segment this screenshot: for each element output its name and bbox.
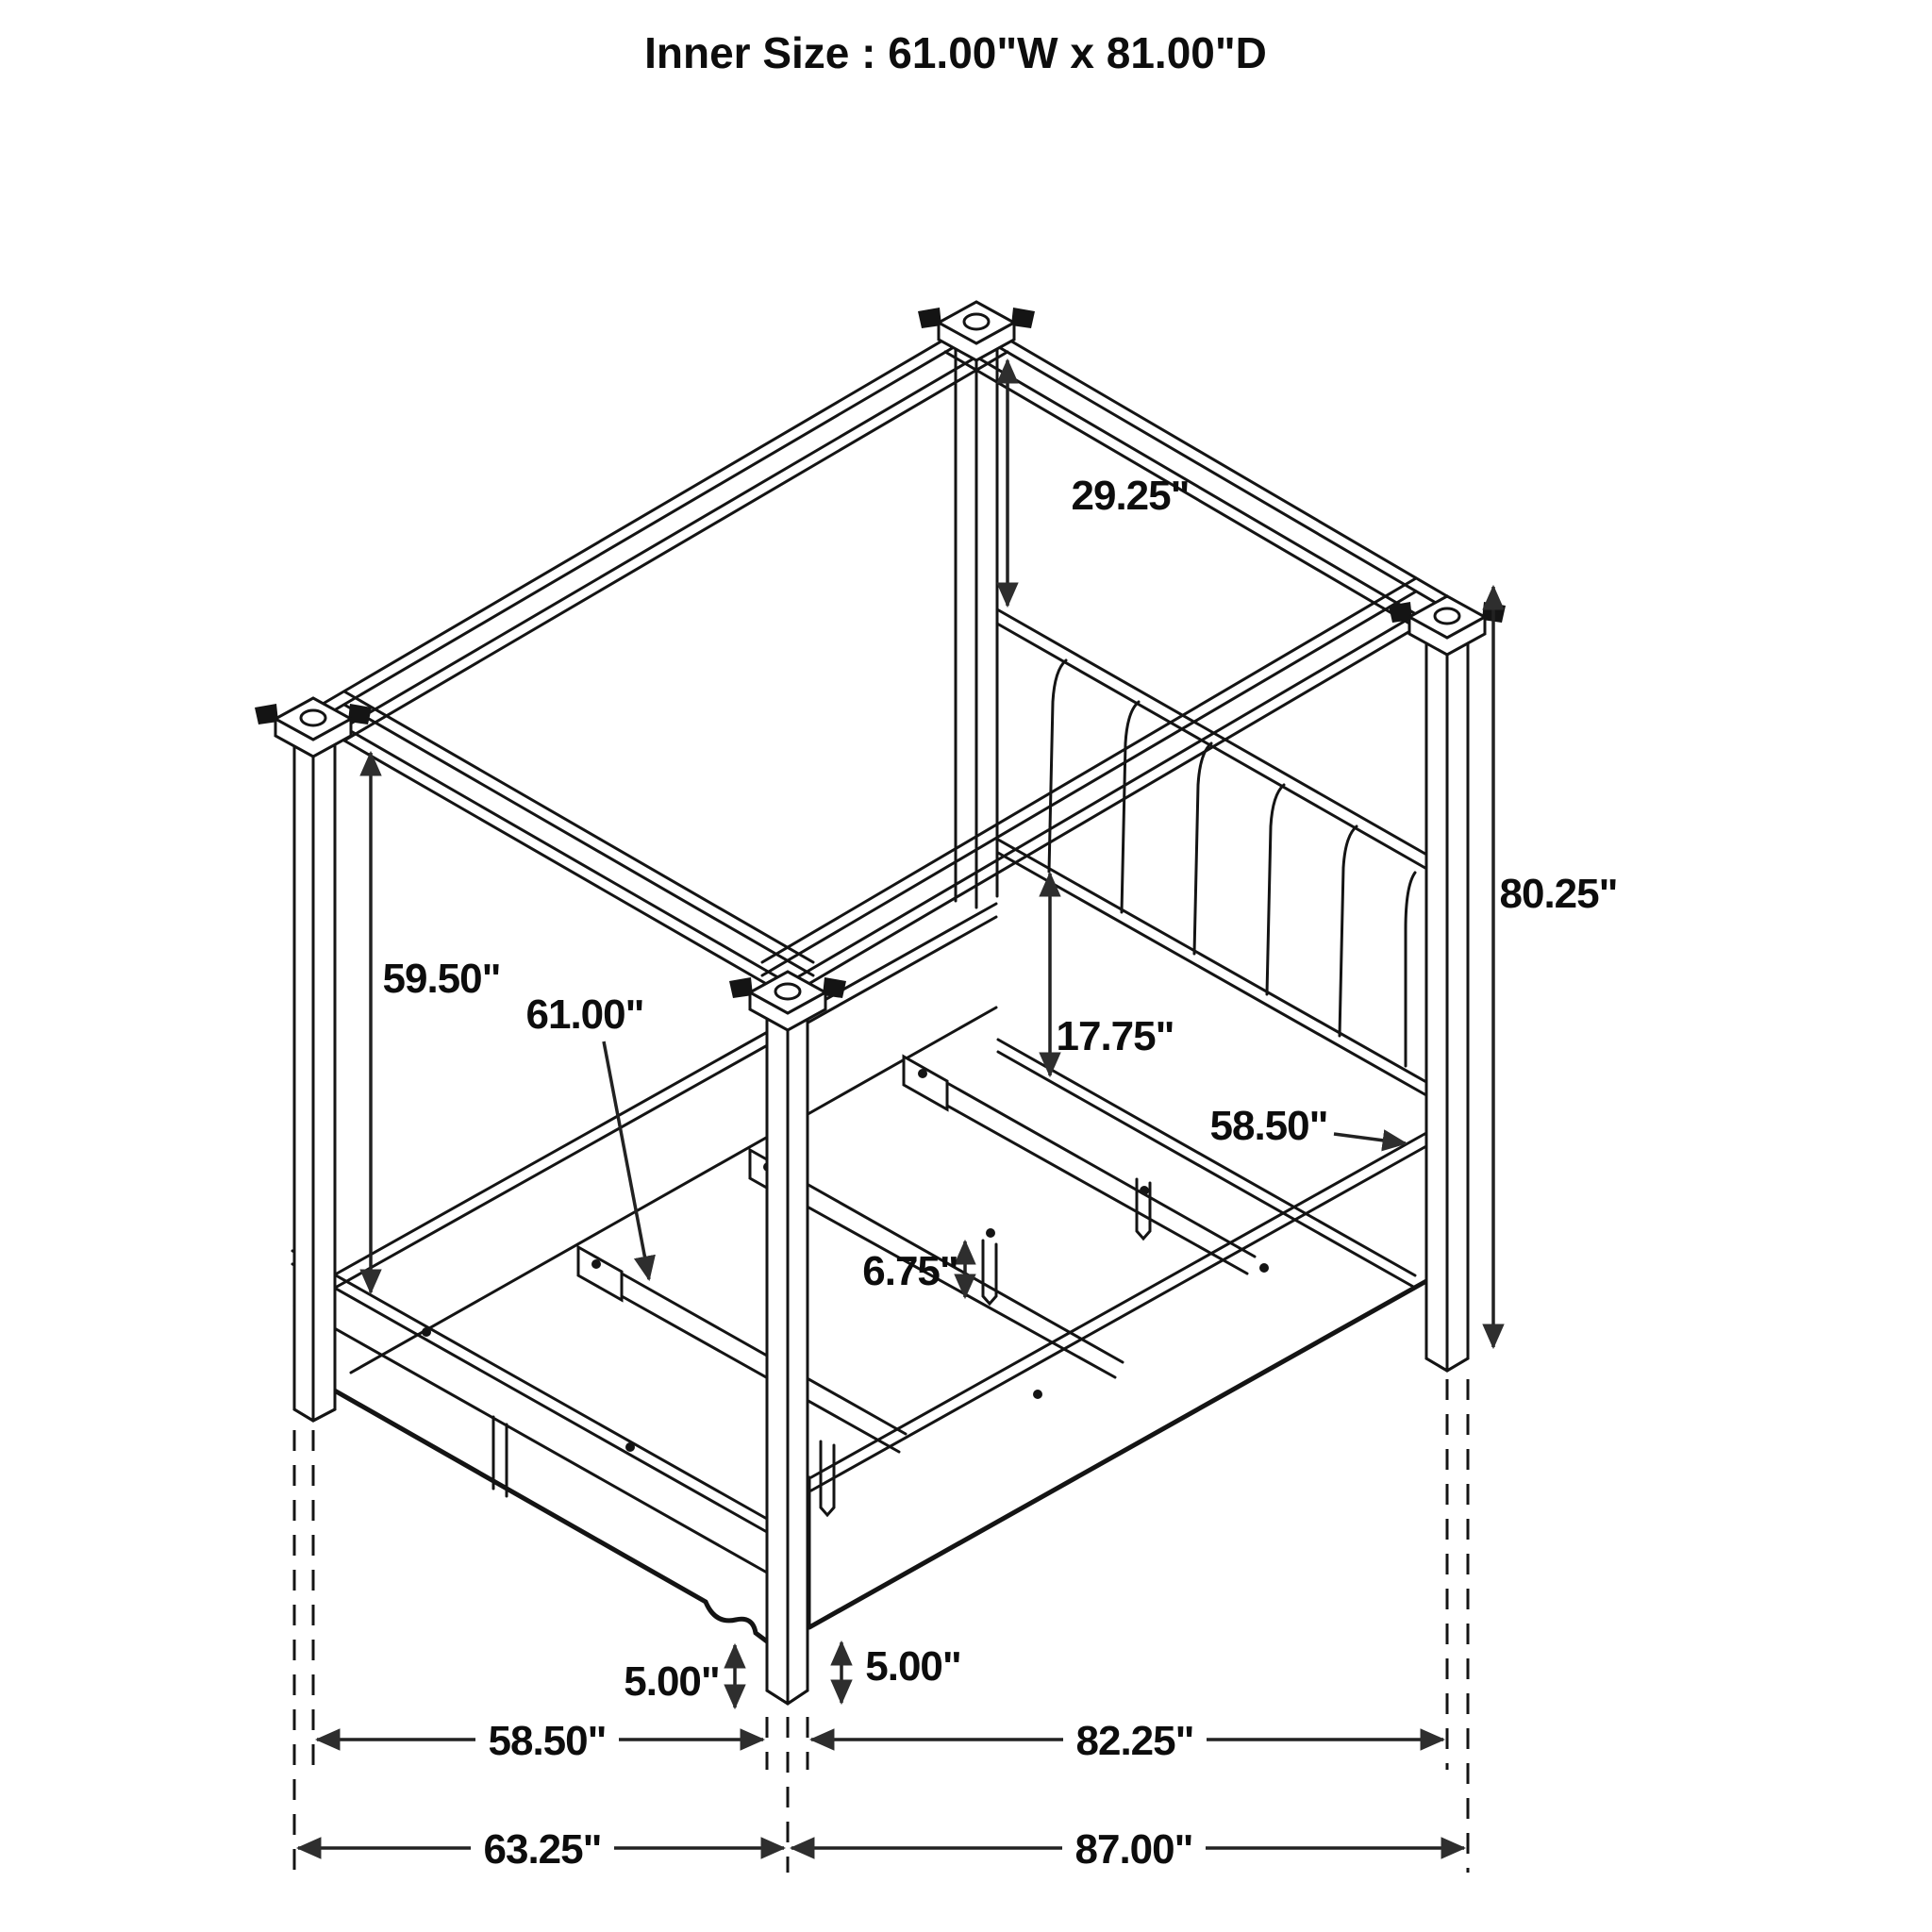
dim-label-5-00-left: 5.00" <box>624 1658 720 1705</box>
dim-label-5-00-right: 5.00" <box>865 1643 961 1690</box>
canopy-corner-caps <box>255 302 1506 1030</box>
dim-label-82-25: 82.25" <box>1075 1718 1194 1764</box>
projection-lines <box>294 1379 1468 1873</box>
dim-foot-height-right <box>841 1642 961 1703</box>
dim-foot-height-left <box>624 1645 735 1707</box>
dim-label-63-25: 63.25" <box>483 1826 602 1873</box>
dim-label-61-00: 61.00" <box>525 991 644 1038</box>
footboard <box>292 1251 767 1641</box>
dim-headboard-rail-length <box>1210 1103 1406 1149</box>
dim-inner-side-span <box>811 1713 1443 1764</box>
dim-label-29-25: 29.25" <box>1071 473 1190 519</box>
dim-footboard-span <box>317 1713 763 1764</box>
dim-label-87-00: 87.00" <box>1074 1826 1193 1873</box>
dim-slat-length <box>526 991 649 1279</box>
dim-slat-leg-height <box>862 1241 965 1297</box>
dim-canopy-clearance <box>371 753 500 1292</box>
page-title: Inner Size : 61.00"W x 81.00"D <box>644 28 1267 77</box>
dim-label-58-50-bottom: 58.50" <box>488 1718 607 1764</box>
dim-label-59-50: 59.50" <box>382 956 501 1002</box>
post-left <box>294 743 335 1421</box>
canopy-frame <box>313 321 1447 996</box>
dim-canopy-to-headboard <box>1008 360 1189 606</box>
dim-label-17-75: 17.75" <box>1056 1013 1174 1059</box>
dim-label-6-75: 6.75" <box>862 1248 958 1294</box>
post-right <box>1426 630 1468 1371</box>
dim-label-80-25: 80.25" <box>1499 871 1618 917</box>
post-front <box>767 1017 808 1704</box>
dim-label-58-50-side: 58.50" <box>1209 1103 1328 1149</box>
dim-overall-width <box>298 1822 784 1873</box>
dim-overall-length <box>791 1822 1464 1873</box>
post-back <box>956 349 997 908</box>
dim-overall-height <box>1493 587 1617 1347</box>
side-rail-right <box>809 1133 1426 1627</box>
